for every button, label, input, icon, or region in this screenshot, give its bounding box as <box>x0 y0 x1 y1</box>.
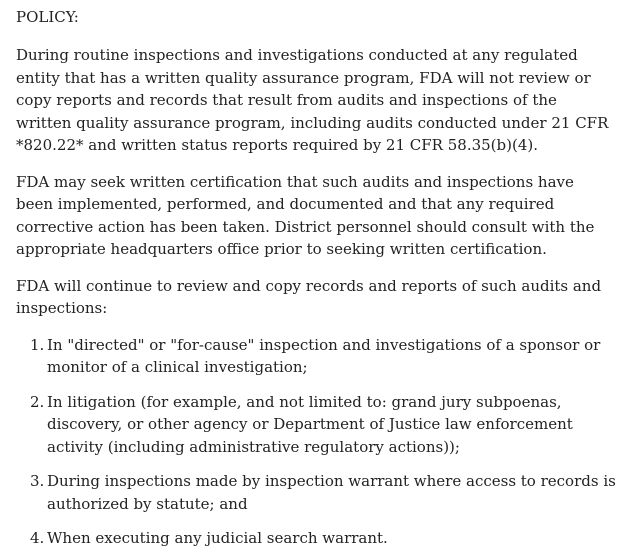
paragraph-written-certification: FDA may seek written certification that such audits and inspections have been implemented, performed, and documented and that any required corrective action has been taken. District personnel should consult with the appropriate headquarters office prior to seeking written certification. <box>16 172 595 258</box>
policy-heading: POLICY: <box>16 8 79 26</box>
list-item-text: In "directed" or "for-cause" inspection and investigations of a sponsor or monitor of a clinical investigation; <box>47 335 601 376</box>
paragraph-continue-review: FDA will continue to review and copy records and reports of such audits and inspections: <box>16 276 602 317</box>
list-item-number: 4. <box>30 529 45 547</box>
paragraph-qa-program: During routine inspections and investigations conducted at any regulated entity that has a written quality assurance program, FDA will not review or copy reports and records that result from audits and inspections of the written quality assurance program, including audits conducted under 21 CFR *820.22* and written status reports required by 21 CFR 58.35(b)(4). <box>16 46 609 154</box>
list-item-text: In litigation (for example, and not limited to: grand jury subpoenas, discovery, or other agency or Department of Justice law enforcement activity (including administrative regulatory actions)); <box>47 392 573 456</box>
list-item <box>16 391 616 459</box>
list-item-number: 3. <box>30 472 45 490</box>
exceptions-list <box>16 334 616 550</box>
list-item-number: 1. <box>30 335 45 354</box>
list-item-text: During inspections made by inspection warrant where access to records is authorized by statute; and <box>47 472 616 513</box>
list-item-text: When executing any judicial search warrant. <box>47 529 388 547</box>
list-item <box>16 527 616 550</box>
list-item <box>16 470 616 515</box>
list-item-number: 2. <box>30 392 45 411</box>
list-item <box>16 334 616 379</box>
